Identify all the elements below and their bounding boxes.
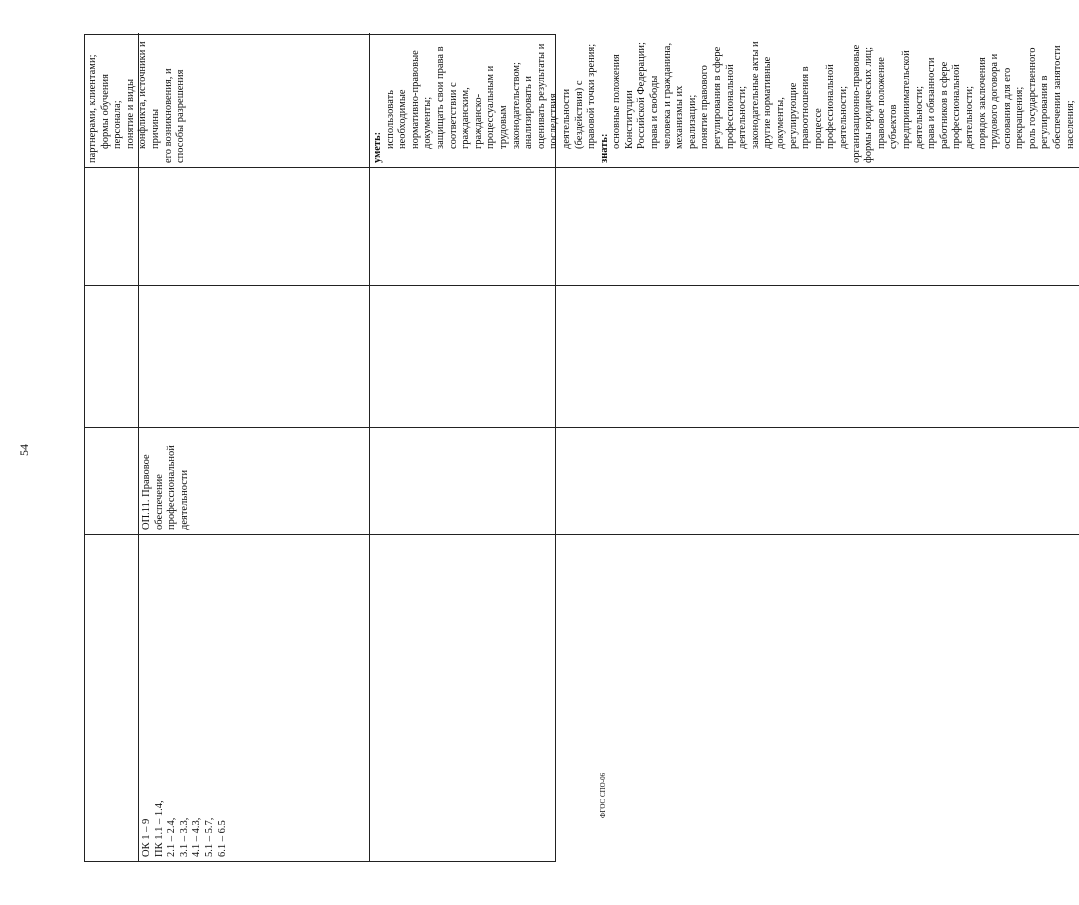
row3-col3	[370, 285, 1079, 427]
page-number: 54	[17, 444, 31, 456]
table-row	[370, 33, 1079, 861]
znat-item: основные положения Конституции Российской Федерации;	[611, 42, 648, 149]
competency-line: 4.1 – 4.3,	[191, 817, 203, 857]
content-line: формы обучения персонала;	[99, 74, 124, 149]
content-line: его возникновения, и способы разрешения	[162, 68, 187, 163]
table-row	[139, 33, 370, 861]
competency-line: 5.1 – 5.7,	[203, 817, 215, 857]
footer-code: ФГОС СПО-06	[599, 772, 607, 818]
content-line: партнерами, клиентами;	[87, 54, 98, 163]
row2-col3	[139, 285, 369, 427]
umet-label: уметь:	[372, 131, 383, 163]
umet-item: анализировать и оценивать результаты и последствия деятельности (бездействия) с правовой точки зрения;	[523, 43, 598, 149]
znat-item: понятие правового регулирования в сфере профессиональной деятельности;	[699, 46, 749, 149]
row2-col5	[139, 33, 369, 167]
row3-col2	[370, 427, 1079, 534]
znat-item: правовое положение субъектов предпринимательской деятельности;	[875, 50, 925, 149]
discipline-label: ОП.11. Правовое обеспечение профессиональной деятельности	[141, 445, 190, 530]
znat-item: права и обязанности работников в сфере профессиональной деятельности;	[926, 57, 975, 149]
content-line: понятие и виды конфликта, источники и причины	[124, 41, 161, 149]
discipline-name	[139, 427, 369, 534]
znat-label: знать:	[598, 133, 610, 163]
competency-line: ПК 1.1 – 1.4,	[153, 800, 165, 857]
competency-line: 3.1 – 3.3,	[178, 817, 190, 857]
row3-col4	[370, 167, 1079, 285]
requirements-text	[370, 33, 1079, 167]
row3-col1	[370, 534, 1079, 861]
competency-codes	[139, 534, 369, 861]
competency-line: ОК 1 – 9	[141, 818, 152, 857]
competency-line: 6.1 – 6.5	[216, 820, 228, 857]
znat-item: роль государственного регулирования в обеспечении занятости населения;	[1026, 45, 1076, 149]
row2-col4	[139, 167, 369, 285]
znat-item: права и свободы человека и гражданина, механизмы их реализации;	[649, 42, 698, 149]
znat-item: порядок заключения трудового договора и основания для его прекращения;	[976, 53, 1026, 149]
competency-line: 2.1 – 2.4,	[166, 817, 178, 857]
umet-item: использовать необходимые нормативно-правовые документы;	[384, 50, 434, 149]
znat-item: законодательные акты и другие нормативные документы, регулирующие правоотношения в процессе профессиональной деятельности;	[749, 41, 849, 149]
umet-item: защищать свои права в соответствии с гражданским, гражданско-процессуальным и трудовым законодательством;	[434, 46, 522, 149]
znat-item: организационно-правовые формы юридических лиц;	[850, 44, 875, 163]
